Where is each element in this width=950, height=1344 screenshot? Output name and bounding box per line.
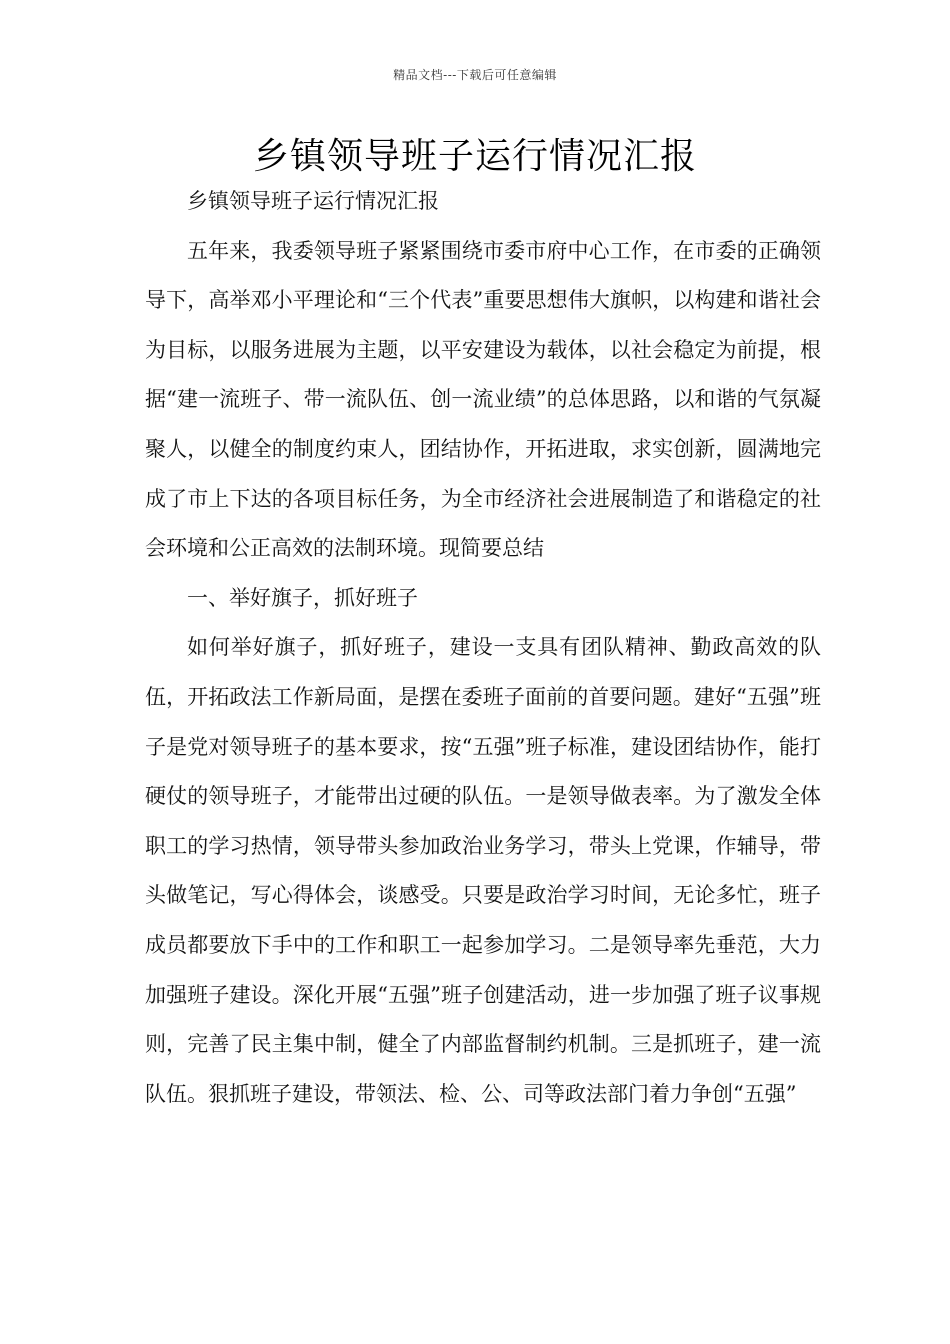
document-title: 乡镇领导班子运行情况汇报 (252, 136, 697, 177)
subtitle-paragraph: 乡镇领导班子运行情况汇报 (187, 189, 439, 213)
body-paragraph: 如何举好旗子，抓好班子，建设一支具有团队精神、勤政高效的队伍，开拓政法工作新局面，是摆在委班子面前的首要问题。建好“五强”班子是党对领导班子的基本要求，按“五强”班子标准，建设团结协作，能打硬仗的领导班子，才能带出过硬的队伍。一是领导做表率。为了激发全体职工的学习热情，领导带头参加政治业务学习，带头上党课，作辅导，带头做笔记，写心得体会，谈感受。只要是政治学习时间，无论多忙，班子成员都要放下手中的工作和职工一起参加学习。二是领导率先垂范，大力加强班子建设。深化开展“五强”班子创建活动，进一步加强了班子议事规则，完善了民主集中制，健全了内部监督制约机制。三是抓班子，建一流队伍。狠抓班子建设，带领法、检、公、司等政法部门着力争创“五强” (145, 635, 821, 1106)
section-heading: 一、举好旗子，抓好班子 (187, 585, 418, 610)
body-paragraph: 五年来，我委领导班子紧紧围绕市委市府中心工作，在市委的正确领导下，高举邓小平理论和“三个代表”重要思想伟大旗帜，以构建和谐社会为目标，以服务进展为主题，以平安建设为载体，以社会稳定为前提，根据“建一流班子、带一流队伍、创一流业绩”的总体思路，以和谐的气氛凝聚人，以健全的制度约束人，团结协作，开拓进取，求实创新，圆满地完成了市上下达的各项目标任务，为全市经济社会进展制造了和谐稳定的社会环境和公正高效的法制环境。现简要总结 (145, 238, 821, 561)
document-body (145, 177, 821, 1119)
header-note: 精品文档---下载后可任意编辑 (393, 68, 557, 82)
